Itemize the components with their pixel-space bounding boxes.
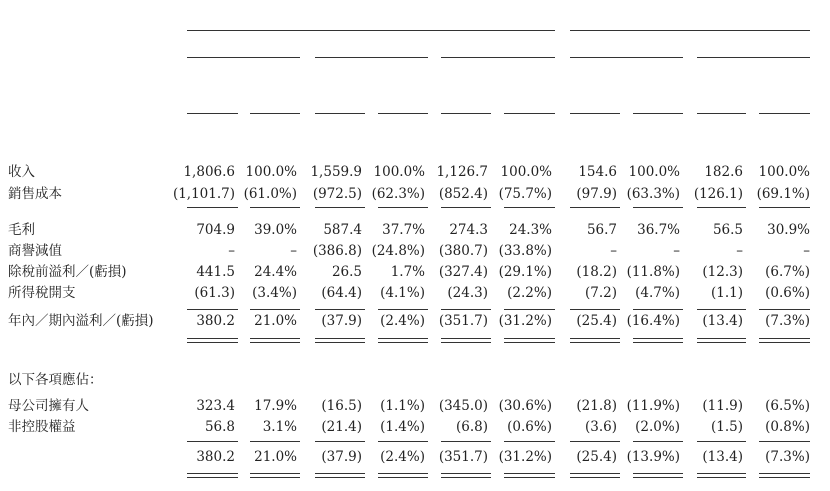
amount-cell: (327.4) [438, 264, 488, 280]
total-double-rule [315, 473, 365, 478]
subtotal-rule [378, 441, 428, 442]
percent-cell: (61.0%) [243, 186, 297, 202]
subtotal-rule [697, 309, 746, 310]
amount-cell: 380.2 [196, 313, 235, 329]
amount-cell: (6.8) [455, 419, 488, 435]
percent-cell: (31.2%) [498, 449, 552, 465]
amount-cell: (37.9) [321, 313, 362, 329]
subtotal-rule [441, 309, 491, 310]
percent-cell: 1.7% [390, 264, 425, 280]
subtotal-rule [315, 441, 365, 442]
header-group-fy-rule [187, 30, 555, 31]
row-label: 商譽減值 [8, 243, 62, 259]
amount-cell: (24.3) [447, 285, 488, 301]
percent-cell: (0.6%) [765, 285, 810, 301]
row-label: 非控股權益 [8, 419, 76, 435]
percent-cell: (13.9%) [626, 449, 680, 465]
total-double-rule [504, 473, 555, 478]
percent-cell: (29.1%) [498, 264, 552, 280]
percent-cell: (11.8%) [626, 264, 680, 280]
column-header-rule [378, 113, 428, 114]
amount-cell: (386.8) [312, 243, 362, 259]
percent-cell: 37.7% [382, 222, 425, 238]
amount-cell: (126.1) [693, 186, 743, 202]
amount-cell: (21.4) [321, 419, 362, 435]
percent-cell: 24.4% [254, 264, 297, 280]
period-header-rule [697, 57, 810, 58]
subtotal-rule [187, 441, 238, 442]
amount-cell: (13.4) [702, 449, 743, 465]
row-label: 年內／期內溢利／(虧損) [8, 313, 154, 329]
total-double-rule [441, 338, 491, 343]
amount-cell: 441.5 [196, 264, 235, 280]
column-header-rule [315, 113, 365, 114]
percent-cell: 24.3% [509, 222, 552, 238]
percent-cell: 17.9% [254, 398, 297, 414]
subtotal-rule [504, 309, 555, 310]
amount-cell: 56.8 [204, 419, 235, 435]
column-header-rule [570, 113, 620, 114]
percent-cell: (62.3%) [371, 186, 425, 202]
percent-cell: – [290, 243, 297, 259]
percent-cell: 100.0% [628, 164, 680, 180]
percent-cell: (2.2%) [507, 285, 552, 301]
subtotal-rule [250, 441, 300, 442]
amount-cell: (3.6) [584, 419, 617, 435]
percent-cell: (2.4%) [380, 313, 425, 329]
period-header-rule [187, 57, 300, 58]
subtotal-rule [187, 309, 238, 310]
percent-cell: 100.0% [500, 164, 552, 180]
column-header-rule [759, 113, 810, 114]
amount-cell: 380.2 [196, 449, 235, 465]
percent-cell: – [803, 243, 810, 259]
subtotal-rule [633, 441, 683, 442]
amount-cell: (64.4) [321, 285, 362, 301]
subtotal-rule [250, 309, 300, 310]
percent-cell: (30.6%) [498, 398, 552, 414]
column-header-rule [441, 113, 491, 114]
amount-cell: (1.5) [710, 419, 743, 435]
subtotal-rule [187, 207, 238, 208]
amount-cell: (351.7) [438, 449, 488, 465]
amount-cell: 182.6 [704, 164, 743, 180]
subtotal-rule [697, 441, 746, 442]
subtotal-rule [759, 207, 810, 208]
header-group-h1-rule [570, 30, 810, 31]
amount-cell: (852.4) [438, 186, 488, 202]
period-header-rule [441, 57, 555, 58]
subtotal-rule [441, 207, 491, 208]
row-label: 銷售成本 [8, 186, 62, 202]
row-label: 母公司擁有人 [8, 398, 89, 414]
percent-cell: 100.0% [245, 164, 297, 180]
percent-cell: 100.0% [373, 164, 425, 180]
subtotal-rule [633, 309, 683, 310]
amount-cell: 704.9 [196, 222, 235, 238]
percent-cell: (3.4%) [252, 285, 297, 301]
amount-cell: 1,806.6 [183, 164, 235, 180]
subtotal-rule [570, 441, 620, 442]
amount-cell: 56.5 [712, 222, 743, 238]
amount-cell: 274.3 [449, 222, 488, 238]
subtotal-rule [504, 441, 555, 442]
percent-cell: 30.9% [767, 222, 810, 238]
percent-cell: (6.5%) [765, 398, 810, 414]
total-double-rule [697, 338, 746, 343]
row-label: 毛利 [8, 222, 35, 238]
percent-cell: (7.3%) [765, 313, 810, 329]
amount-cell: (13.4) [702, 313, 743, 329]
total-double-rule [441, 473, 491, 478]
column-header-rule [697, 113, 746, 114]
amount-cell: 56.7 [586, 222, 617, 238]
amount-cell: – [228, 243, 235, 259]
percent-cell: (69.1%) [756, 186, 810, 202]
amount-cell: 323.4 [196, 398, 235, 414]
total-double-rule [759, 338, 810, 343]
amount-cell: (25.4) [576, 313, 617, 329]
amount-cell: – [736, 243, 743, 259]
percent-cell: (16.4%) [626, 313, 680, 329]
subtotal-rule [697, 207, 746, 208]
percent-cell: (2.0%) [635, 419, 680, 435]
period-header-rule [570, 57, 683, 58]
amount-cell: (972.5) [312, 186, 362, 202]
amount-cell: (97.9) [576, 186, 617, 202]
amount-cell: (11.9) [702, 398, 743, 414]
amount-cell: (345.0) [438, 398, 488, 414]
amount-cell: (12.3) [702, 264, 743, 280]
total-double-rule [187, 338, 238, 343]
amount-cell: 587.4 [323, 222, 362, 238]
percent-cell: (2.4%) [380, 449, 425, 465]
amount-cell: 1,559.9 [310, 164, 362, 180]
total-double-rule [250, 473, 300, 478]
total-double-rule [187, 473, 238, 478]
total-double-rule [697, 473, 746, 478]
subtotal-rule [633, 207, 683, 208]
amount-cell: (7.2) [584, 285, 617, 301]
subtotal-rule [759, 309, 810, 310]
subtotal-rule [570, 309, 620, 310]
percent-cell: (24.8%) [371, 243, 425, 259]
amount-cell: 1,126.7 [436, 164, 488, 180]
percent-cell: (0.8%) [765, 419, 810, 435]
column-header-rule [504, 113, 555, 114]
percent-cell: (75.7%) [498, 186, 552, 202]
percent-cell: – [673, 243, 680, 259]
amount-cell: 26.5 [331, 264, 362, 280]
column-header-rule [250, 113, 300, 114]
row-label: 以下各項應佔： [8, 372, 103, 388]
percent-cell: (63.3%) [626, 186, 680, 202]
subtotal-rule [315, 309, 365, 310]
total-double-rule [570, 338, 620, 343]
column-header-rule [187, 113, 238, 114]
period-header-rule [315, 57, 428, 58]
column-header-rule [633, 113, 683, 114]
percent-cell: (1.1%) [380, 398, 425, 414]
amount-cell: (351.7) [438, 313, 488, 329]
amount-cell: (61.3) [194, 285, 235, 301]
percent-cell: 21.0% [254, 449, 297, 465]
subtotal-rule [378, 309, 428, 310]
row-label: 收入 [8, 164, 35, 180]
percent-cell: (4.1%) [380, 285, 425, 301]
percent-cell: (31.2%) [498, 313, 552, 329]
amount-cell: (25.4) [576, 449, 617, 465]
amount-cell: (380.7) [438, 243, 488, 259]
percent-cell: (11.9%) [626, 398, 680, 414]
amount-cell: (1.1) [710, 285, 743, 301]
percent-cell: 100.0% [758, 164, 810, 180]
amount-cell: (1,101.7) [172, 186, 235, 202]
amount-cell: – [610, 243, 617, 259]
subtotal-rule [570, 207, 620, 208]
percent-cell: (6.7%) [765, 264, 810, 280]
percent-cell: (1.4%) [380, 419, 425, 435]
row-label: 所得稅開支 [8, 285, 76, 301]
amount-cell: (16.5) [321, 398, 362, 414]
total-double-rule [633, 338, 683, 343]
subtotal-rule [504, 207, 555, 208]
total-double-rule [504, 338, 555, 343]
subtotal-rule [441, 441, 491, 442]
amount-cell: (18.2) [576, 264, 617, 280]
percent-cell: (33.8%) [498, 243, 552, 259]
total-double-rule [315, 338, 365, 343]
total-double-rule [250, 338, 300, 343]
total-double-rule [378, 473, 428, 478]
row-label: 除稅前溢利／(虧損) [8, 264, 127, 280]
percent-cell: 21.0% [254, 313, 297, 329]
percent-cell: (4.7%) [635, 285, 680, 301]
subtotal-rule [250, 207, 300, 208]
total-double-rule [759, 473, 810, 478]
percent-cell: (0.6%) [507, 419, 552, 435]
total-double-rule [570, 473, 620, 478]
percent-cell: (7.3%) [765, 449, 810, 465]
amount-cell: (37.9) [321, 449, 362, 465]
percent-cell: 36.7% [637, 222, 680, 238]
subtotal-rule [759, 441, 810, 442]
amount-cell: (21.8) [576, 398, 617, 414]
percent-cell: 3.1% [262, 419, 297, 435]
total-double-rule [633, 473, 683, 478]
subtotal-rule [378, 207, 428, 208]
amount-cell: 154.6 [578, 164, 617, 180]
subtotal-rule [315, 207, 365, 208]
percent-cell: 39.0% [254, 222, 297, 238]
total-double-rule [378, 338, 428, 343]
